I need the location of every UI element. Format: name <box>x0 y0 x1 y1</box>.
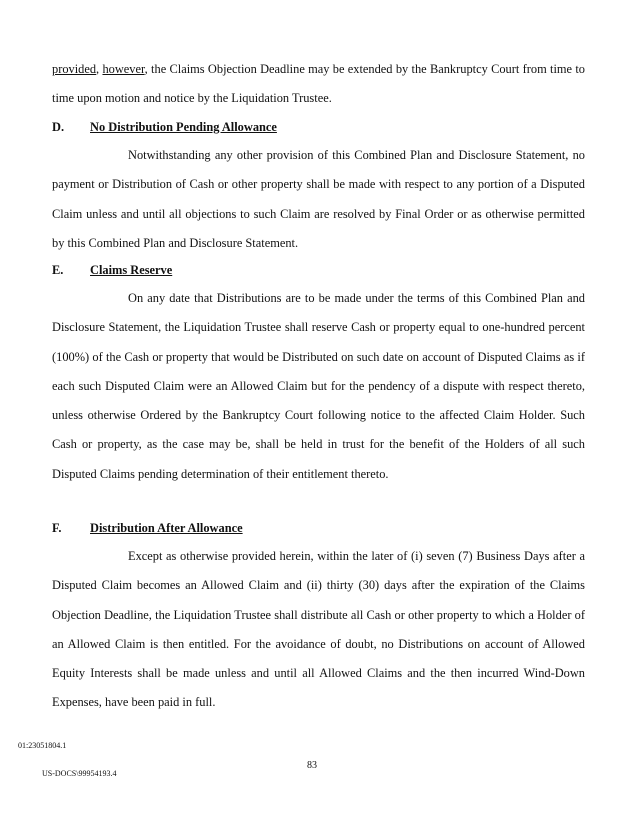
intro-comma: , <box>96 62 103 76</box>
section-f-heading <box>52 520 243 536</box>
section-e-body <box>52 284 585 489</box>
footer-doc-id-secondary: US-DOCS\99954193.4 <box>42 769 117 778</box>
section-e-letter: E. <box>52 263 64 277</box>
intro-paragraph <box>52 55 585 114</box>
section-d-heading <box>52 119 277 135</box>
however-term: however <box>102 62 145 76</box>
page-number: 83 <box>307 760 317 771</box>
footer-doc-id: 01:23051804.1 <box>18 741 67 750</box>
section-e-text: On any date that Distributions are to be made under the terms of this Combined Plan and Disclosure Statement, the Liquidation Trustee shall reserve Cash or property equal to one-hundred percent (100%) of the Cash or property that would be Distributed on such date on account of Disputed Claims as if each such Disputed Claim were an Allowed Claim but for the pendency of a dispute with respect thereto, unless otherwise Ordered by the Bankruptcy Court following notice to the affected Claim Holder. Such Cash or property, as the case may be, shall be held in trust for the benefit of the Holders of all such Disputed Claims pending determination of their entitlement thereto. <box>52 291 585 481</box>
intro-text: , the Claims Objection Deadline may be extended by the Bankruptcy Court from time to time upon motion and notice by the Liquidation Trustee. <box>52 62 585 106</box>
section-d-letter: D. <box>52 120 65 134</box>
section-f-letter: F. <box>52 521 62 535</box>
section-e-heading <box>52 262 172 278</box>
provided-term: provided <box>52 62 97 76</box>
section-e-title: Claims Reserve <box>90 263 173 277</box>
section-f-title: Distribution After Allowance <box>90 521 243 535</box>
section-f-text: Except as otherwise provided herein, within the later of (i) seven (7) Business Days after a Disputed Claim becomes an Allowed Claim and (ii) thirty (30) days after the expiration of the Claims Objection Deadline, the Liquidation Trustee shall distribute all Cash or other property to which a Holder of an Allowed Claim is then entitled. For the avoidance of doubt, no Distributions on account of Allowed Equity Interests shall be made unless and until all Allowed Claims and the then incurred Wind-Down Expenses, have been paid in full. <box>52 549 585 710</box>
section-d-title: No Distribution Pending Allowance <box>90 120 277 134</box>
section-d-body <box>52 141 585 258</box>
section-f-body <box>52 542 585 718</box>
section-d-text: Notwithstanding any other provision of this Combined Plan and Disclosure Statement, no payment or Distribution of Cash or other property shall be made with respect to any portion of a Disputed Claim unless and until all objections to such Claim are resolved by Final Order or as otherwise permitted by this Combined Plan and Disclosure Statement. <box>52 148 585 250</box>
